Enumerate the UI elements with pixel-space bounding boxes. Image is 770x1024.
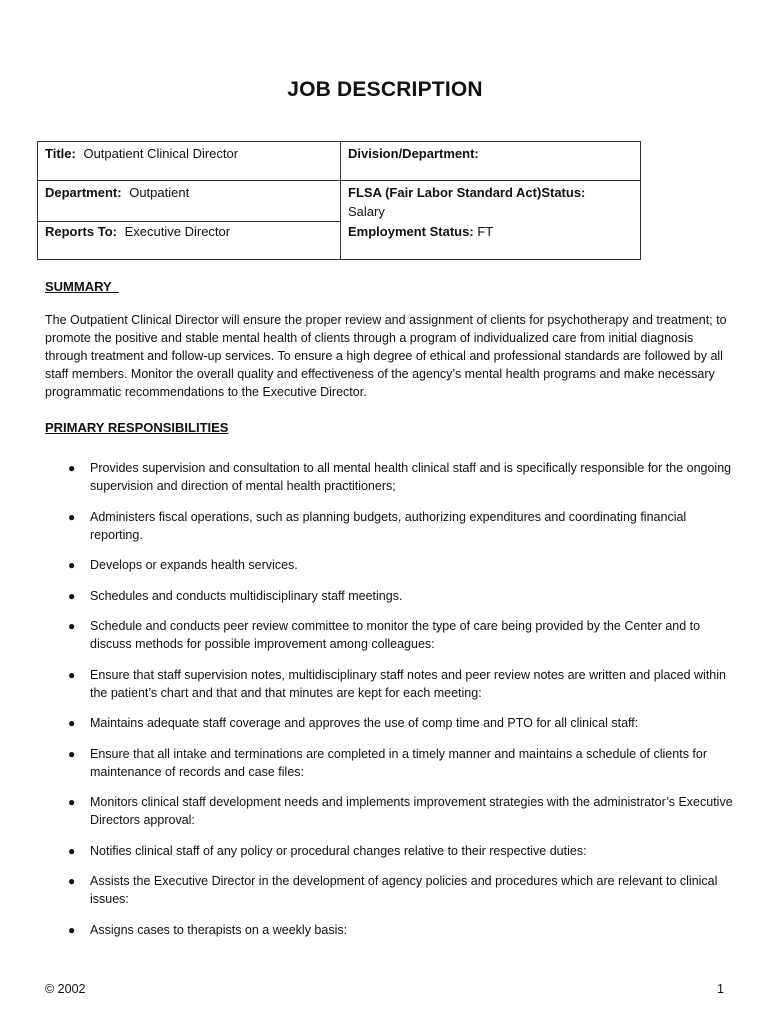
flsa-value: Salary — [348, 204, 385, 219]
employment-status-value: FT — [477, 223, 494, 239]
list-item-text: Assists the Executive Director in the development of agency policies and procedures which are relevant to clinical issues: — [90, 874, 718, 906]
list-item-text: Schedules and conducts multidisciplinary staff meetings. — [90, 588, 403, 603]
reports-to-cell — [38, 222, 341, 260]
list-item-text: Provides supervision and consultation to all mental health clinical staff and is specifically responsible for the ongoing supervision and direction of mental health practitioners; — [90, 461, 732, 493]
copyright-text: © 2002 — [45, 982, 86, 996]
job-info-table — [37, 141, 641, 260]
list-item — [45, 508, 735, 544]
division-cell — [341, 142, 641, 181]
list-item — [45, 745, 735, 781]
flsa-cell — [341, 181, 641, 222]
title-value: Outpatient Clinical Director — [83, 146, 239, 161]
list-item-text: Monitors clinical staff development needs and implements improvement strategies with the administrator’s Executive Directors approval: — [90, 795, 733, 827]
list-item-text: Ensure that staff supervision notes, multidisciplinary staff notes and peer review notes are written and placed within the patient’s chart and that and that minutes are kept for each meeting: — [90, 667, 726, 700]
reports-to-label: Reports To: — [45, 224, 117, 239]
summary-paragraph: The Outpatient Clinical Director will ensure the proper review and assignment of clients for psychotherapy and treatment; to promote the positive and stable mental health of clients through a program of individualized care from initial diagnosis through treatment and follow-up services. To ensure a high degree of ethical and professional standards are followed by all staff members. Monitor the overall quality and effectiveness of the agency’s mental health programs and make necessary programmatic recommendations to the Executive Director. — [45, 313, 727, 399]
summary-heading — [45, 279, 119, 294]
department-label: Department: — [45, 185, 122, 200]
reports-to-value: Executive Director — [124, 224, 231, 239]
list-item — [45, 587, 735, 605]
list-item-text: Maintains adequate staff coverage and approves the use of comp time and PTO for all clinical staff: — [90, 716, 639, 730]
bullet-icon: ● — [68, 619, 76, 633]
bullet-icon: ● — [68, 509, 76, 524]
title-cell — [38, 142, 341, 181]
employment-status-label: Employment Status: — [348, 223, 474, 239]
list-item-text: Assigns cases to therapists on a weekly basis: — [90, 922, 348, 937]
bullet-icon: ● — [68, 461, 76, 475]
bullet-icon: ● — [68, 667, 76, 682]
list-item — [45, 666, 735, 702]
bullet-icon: ● — [68, 588, 76, 603]
list-item-text: Develops or expands health services. — [90, 558, 298, 572]
list-item — [45, 617, 735, 653]
list-item — [45, 459, 735, 495]
bullet-icon: ● — [68, 874, 76, 888]
department-cell — [38, 181, 341, 222]
list-item — [45, 842, 735, 860]
bullet-icon: ● — [68, 922, 76, 937]
summary-heading-text: SUMMARY — [45, 279, 112, 294]
bullet-icon: ● — [68, 716, 76, 730]
bullet-icon: ● — [68, 795, 76, 809]
title-label: Title: — [45, 146, 76, 161]
division-label: Division/Department: — [348, 146, 479, 161]
bullet-icon: ● — [68, 558, 76, 572]
list-item — [45, 556, 735, 574]
table-row — [38, 222, 641, 260]
flsa-label: FLSA (Fair Labor Standard Act)Status: — [348, 185, 586, 200]
document-title: JOB DESCRIPTION — [287, 78, 483, 101]
list-item-text: Schedule and conducts peer review committee to monitor the type of care being provided by the Center and to discuss methods for possible improvement among colleagues: — [90, 619, 701, 651]
list-item — [45, 793, 735, 829]
list-item — [45, 921, 735, 939]
table-row — [38, 181, 641, 222]
page-number: 1 — [717, 982, 724, 996]
bullet-icon: ● — [68, 843, 76, 858]
list-item — [45, 872, 735, 908]
department-value: Outpatient — [129, 185, 190, 200]
responsibilities-heading: PRIMARY RESPONSIBILITIES — [45, 420, 229, 435]
table-row — [38, 142, 641, 181]
list-item-text: Administers fiscal operations, such as planning budgets, authorizing expenditures and coordinating financial reporting. — [90, 509, 687, 542]
list-item-text: Ensure that all intake and terminations are completed in a timely manner and maintains a schedule of clients for maintenance of records and case files: — [90, 746, 707, 779]
employment-status-cell — [341, 222, 641, 260]
bullet-icon: ● — [68, 746, 76, 761]
list-item — [45, 714, 735, 732]
list-item-text: Notifies clinical staff of any policy or procedural changes relative to their respective duties: — [90, 843, 587, 858]
responsibilities-list — [45, 459, 735, 951]
